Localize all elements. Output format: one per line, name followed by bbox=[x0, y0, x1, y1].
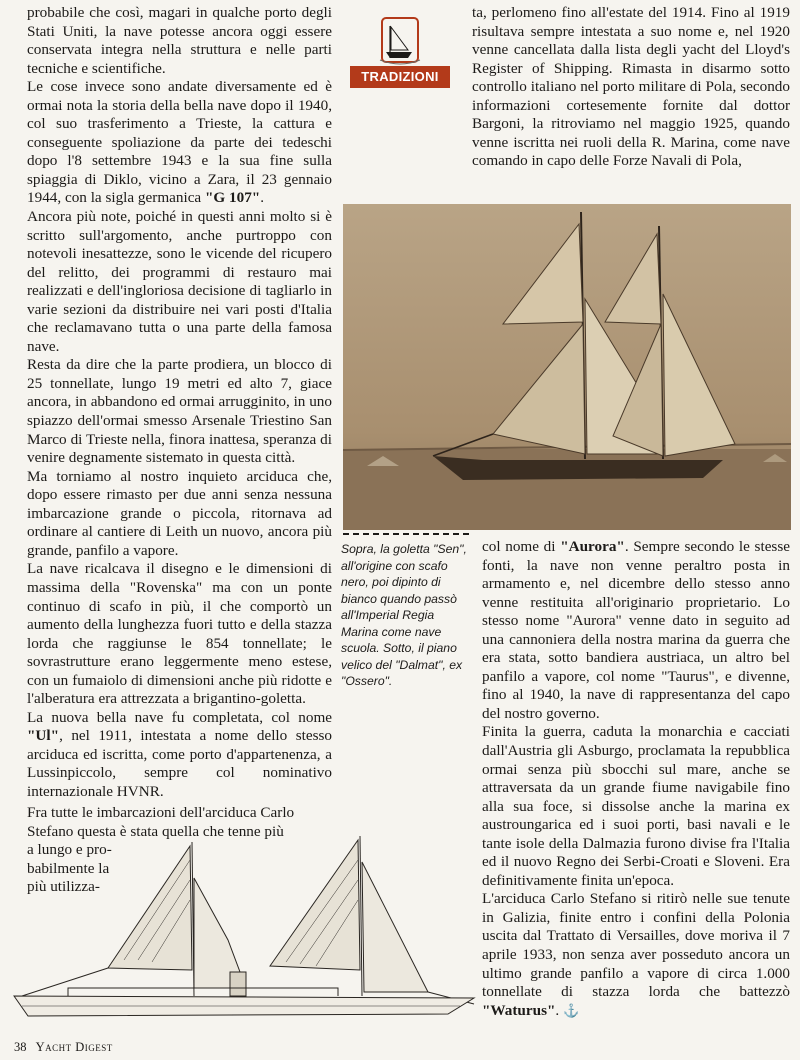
paragraph: La nave ricalcava il disegno e le dimensioni di massima della "Rovenska" ma con un ponte continuo di scafo in più, il che comportò un aumento della lunghezza fuori tutto e della stazza lorda che raggiunse le 854 tonnellate; le sovrastrutture erano leggermente meno estese, con un fumaiolo di dimensioni anche più ridotte e l'alberatura era attrezzata a brigantino-goletta. bbox=[27, 560, 332, 708]
paragraph: L'arciduca Carlo Stefano si ritirò nelle sue tenute in Galizia, finite entro i confini della Polonia uscita dal Trattato di Versailles, dove moriva il 7 aprile 1933, non senza aver posseduto ancora un ultimo grande panfilo a vapore di circa 1.000 tonnellate di stazza lorda che battezzò "Waturus". ⚓ bbox=[482, 890, 790, 1019]
bold-ship-name: "Ul" bbox=[27, 727, 60, 745]
paragraph: Le cose invece sono andate diversamente ed è ormai nota la storia della bella nave dopo il 1940, col suo trasferimento a Trieste, la cattura e conseguente spoliazione da parte dei tedeschi dopo l'8 settembre 1943 e la sua fine sulla spiaggia di Diklo, vicino a Zara, il 23 gennaio 1944, con la sigla germanica "G 107". bbox=[27, 78, 332, 207]
right-column-bottom bbox=[482, 538, 790, 1020]
text-line: a lungo e pro- bbox=[27, 841, 112, 859]
left-column bbox=[27, 4, 332, 802]
right-column-top bbox=[472, 4, 790, 171]
magazine-name: Yacht Digest bbox=[35, 1040, 113, 1054]
paragraph: ta, perlomeno fino all'estate del 1914. Fino al 1919 risultava sempre intestata a suo nome e, nel 1920 venne cancellata dalla lista degli yacht del Lloyd's Register of Shipping. Rimasta in disarmo sotto controllo italiano nel porto militare di Pola, secondo informazioni cortesemente fornite dal dottor Bargoni, la ritroviamo nel maggio 1925, quando venne iscritta nei ruoli della R. Marina, come nave comando in capo delle Forze Navali di Pola, bbox=[472, 4, 790, 170]
page-footer bbox=[14, 1040, 113, 1055]
paragraph: Ma torniamo al nostro inquieto arciduca che, dopo essere rimasto per due anni senza nessuna imbarcazione grande o piccola, ritornava ad ordinare al cantiere di Leith un nuovo, ancora più grande, panfilo a vapore. bbox=[27, 467, 332, 559]
caption-divider bbox=[343, 533, 469, 535]
bold-ship-code: "G 107" bbox=[204, 189, 261, 207]
photo-caption: Sopra, la goletta "Sen", all'origine con scafo nero, poi dipinto di bianco quando passò all'Imperial Regia Marina come nave scuola. Sotto, il piano velico del "Dalmat", ex "Ossero". bbox=[341, 542, 467, 688]
anchor-end-icon: ⚓ bbox=[563, 1002, 580, 1018]
bold-ship-name: "Aurora" bbox=[560, 538, 625, 555]
paragraph: col nome di "Aurora". Sempre secondo le stesse fonti, la nave non venne peraltro posta in armamento e, nel dicembre dello stesso anno venne restituita all'originario proprietario. Lo stesso nome "Aurora" venne dato in seguito ad una cannoniera della nostra marina da guerra che era stata, sotto bandiera austriaca, un altro bel panfilo a vapore, col nome "Taurus", e divenne, fino al 1940, la nave di rappresentanza del capo del nostro governo. bbox=[482, 538, 790, 722]
text-line: più utilizza- bbox=[27, 878, 100, 896]
sail-plan-drawing bbox=[8, 820, 482, 1035]
page-number: 38 bbox=[14, 1040, 27, 1054]
paragraph: Resta da dire che la parte prodiera, un blocco di 25 tonnellate, lungo 19 metri ed alto 7, giace ancora, in abbandono ed ormai arrugginito, in uno spiazzo dell'ormai smesso Arsenale Triestino San Marco di Trieste nella, finora inattesa, speranza di venire degnamente sistemato in questa città. bbox=[27, 356, 332, 467]
paragraph: La nuova bella nave fu completata, col nome "Ul", nel 1911, intestata a nome dello stesso arciduca ed iscritta, come porto d'appartenenza, a Lussinpiccolo, sempre col nominativo internazionale HVNR. bbox=[27, 708, 332, 800]
text-line: Fra tutte le imbarcazioni dell'arciduca Carlo bbox=[27, 804, 295, 821]
paragraph: Finita la guerra, caduta la monarchia e cacciati dall'Austria gli Asburgo, proclamata la repubblica ormai senza più sbocchi sul mare, anche se attraversata da un grande fiume navigabile fino alla sua foce, si dissolse anche la marina ex austroungarica ed i suoi porti, basi navali e le tante isole della Dalmazia furono divise fra l'Italia ed il nuovo Regno dei Serbi-Croati e Sloveni. Era definitivamente finita un'epoca. bbox=[482, 723, 790, 889]
bold-ship-name: "Waturus" bbox=[482, 1001, 556, 1019]
paragraph: Ancora più note, poiché in questi anni molto si è scritto sull'argomento, anche purtroppo con notevoli inesattezze, sono le vicende del ricupero del relitto, dei programmi di restauro mai realizzati e dell'ingloriosa decisione di tagliarlo in varie sezioni da distribuire nei vari posti d'Italia che reclamavano tutta o una parte della famosa nave. bbox=[27, 208, 332, 355]
section-badge: TRADIZIONI bbox=[350, 66, 450, 88]
text-line: Stefano questa è stata quella che tenne più bbox=[27, 822, 284, 840]
text-line: babilmente la bbox=[27, 859, 110, 877]
paragraph: probabile che così, magari in qualche porto degli Stati Uniti, la nave potesse ancora oggi essere conservata integra nella struttura e nelle parti tecniche e scientifiche. bbox=[27, 4, 332, 77]
schooner-photo bbox=[343, 204, 791, 530]
